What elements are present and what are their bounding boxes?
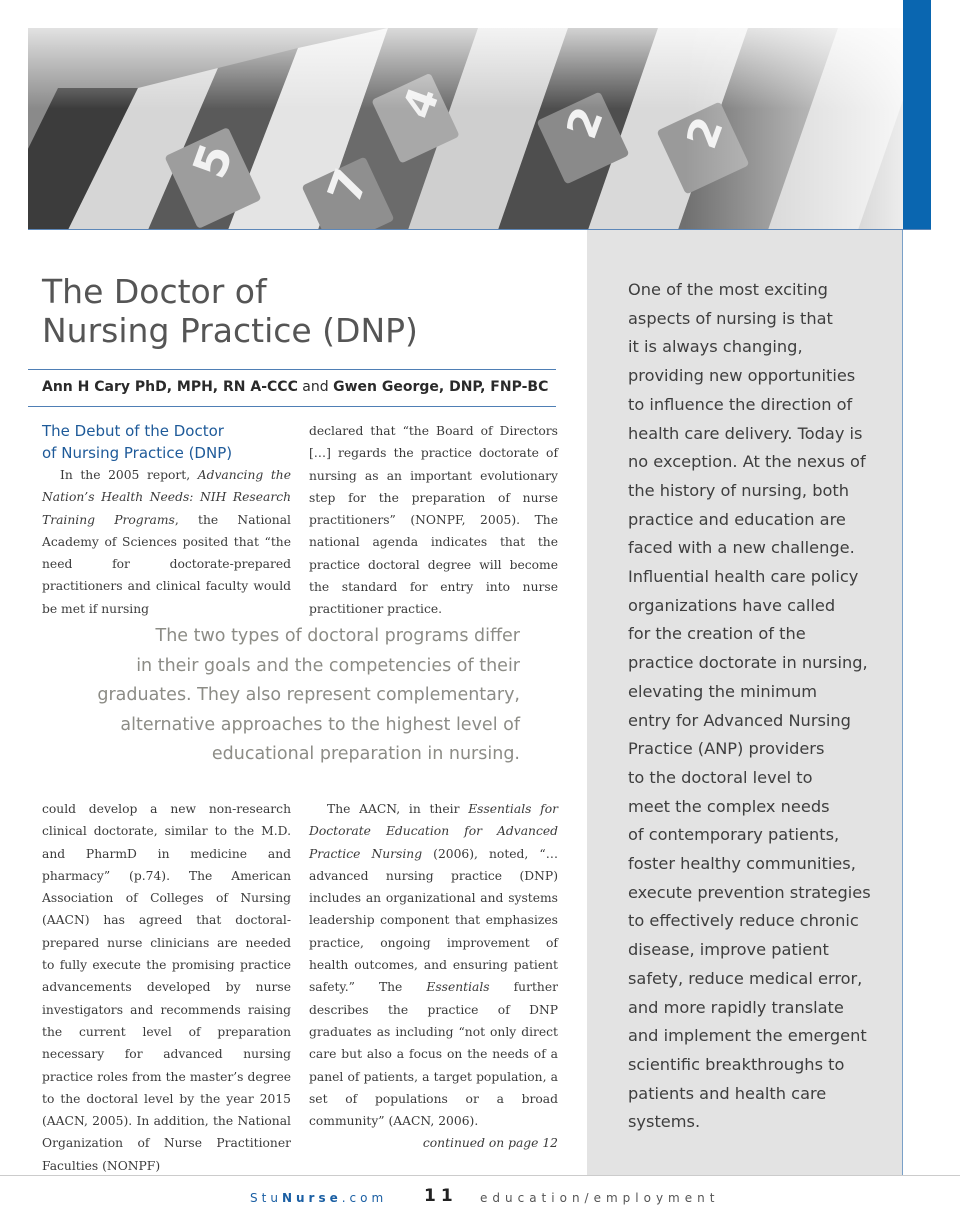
sidebar-line: aspects of nursing is that [628,308,833,328]
subheading-line: of Nursing Practice (DNP) [42,444,233,462]
text-run: (2006), noted, “… advanced nursing practice (DNP) includes an organizational and systems leadership component that emphasizes practice, ongoing improvement of health outcomes, and ensuring patient safety.” The [309,846,558,995]
folder-tabs-illustration [28,28,904,230]
sidebar-line: faced with a new challenge. [628,538,855,558]
hero-image-file-dividers [28,28,904,230]
author-2: Gwen George, DNP, FNP-BC [333,379,549,395]
sidebar-line: of contemporary patients, [628,825,840,845]
section-label: education/employment [480,1191,720,1205]
pull-quote-line: The two types of doctoral programs differ [155,626,520,646]
paragraph: declared that “the Board of Directors […] regards the practice doctorate of nursing as an important evolutionary step for the preparation of nurse practitioners” (NONPF, 2005). The national agenda indicates that the practice doctoral degree will become the standard for entry into nurse practitioner practice. [309,424,558,617]
site-name-part: .com [341,1191,388,1205]
paragraph: could develop a new non-research clinical doctorate, similar to the M.D. and PharmD in medicine and pharmacy” (p.74). The American Association of Colleges of Nursing (AACN) has agreed that doctoral-prepared nurse clinicians are needed to fully execute the promising practice advancements developed by nurse investigators and recommends raising the current level of preparation necessary for advanced nursing practice roles from the master’s degree to the doctoral level by the year 2015 (AACN, 2005). In addition, the National Organization of Nurse Practitioner Faculties (NONPF) [42,802,291,1173]
sidebar-line: and more rapidly translate [628,997,844,1017]
pull-quote-line: in their goals and the competencies of their [136,655,520,676]
site-name[interactable] [250,1191,387,1205]
sidebar-line: systems. [628,1112,701,1132]
report-title: Advancing the Nation’s Health Needs: NIH Research Training Programs [42,468,292,527]
paragraph [309,798,558,1132]
sidebar-line: meet the complex needs [628,796,830,816]
site-name-part: Stu [250,1191,282,1205]
article-title [42,272,562,350]
author-1: Ann H Cary PhD, MPH, RN A-CCC [42,379,298,395]
sidebar-line: to effectively reduce chronic [628,911,859,931]
sidebar-line: execute prevention strategies [628,882,871,902]
body-column-3 [42,798,291,1177]
sidebar-line: practice and education are [628,509,846,529]
sidebar-line: safety, reduce medical error, [628,968,863,988]
sidebar-line: the history of nursing, both [628,480,849,500]
sidebar-line: no exception. At the nexus of [628,452,866,472]
body-column-2 [309,420,558,621]
text-run: The AACN, in their [327,802,469,816]
section-subheading [42,420,291,464]
sidebar-line: entry for Advanced Nursing [628,710,851,730]
sidebar-line: health care delivery. Today is [628,423,863,443]
sidebar-line: providing new opportunities [628,366,856,386]
sidebar-line: Practice (ANP) providers [628,739,825,759]
sidebar-line: foster healthy communities, [628,854,856,874]
sidebar-line: to influence the direction of [628,394,853,414]
body-column-4 [309,798,558,1155]
sidebar-line: One of the most exciting [628,280,828,299]
body-column-1 [42,464,291,620]
pull-quote-line: educational preparation in nursing. [211,744,520,764]
sidebar-line: patients and health care [628,1083,827,1103]
pull-quote [42,622,520,770]
publication-title: Essentials for Doctorate Education for Advanced Practice Nursing [309,802,558,861]
sidebar-divider [902,230,903,1175]
sidebar-line: elevating the minimum [628,681,817,701]
author-divider-top [28,369,556,370]
site-name-part: Nurse [281,1191,342,1205]
publication-short-title: Essentials [426,980,490,995]
title-line: Nursing Practice (DNP) [42,311,418,350]
text-run: In the 2005 report, [60,468,198,482]
footer-divider [0,1175,960,1176]
subheading-line: The Debut of the Doctor [42,422,224,440]
pull-quote-line: graduates. They also represent complementary, [97,685,520,705]
page-footer [0,1186,960,1210]
author-divider-bottom [28,406,556,407]
sidebar-line: to the doctoral level to [628,767,813,787]
sidebar-line: and implement the emergent [628,1026,867,1046]
sidebar-intro-text [628,276,878,1137]
sidebar-line: scientific breakthroughs to [628,1054,845,1074]
text-run: further describes the practice of DNP graduates as including “not only direct care but also a focus on the needs of a panel of patients, a target population, a set of populations or a broad community” (AACN, 2006). [309,980,558,1129]
page-number: 11 [424,1186,458,1206]
continued-link[interactable]: continued on page 12 [422,1136,558,1151]
author-byline [42,378,562,396]
sidebar-line: disease, improve patient [628,940,829,960]
sidebar-line: organizations have called [628,595,836,615]
sidebar-line: Influential health care policy [628,567,859,587]
sidebar-line: for the creation of the [628,624,806,644]
title-line: The Doctor of [42,272,267,311]
sidebar-line: it is always changing, [628,337,803,357]
text-run: , the National Academy of Sciences posited that “the need for doctorate-prepared practitioners and clinical faculty would be met if nursing [42,512,291,616]
paragraph [42,464,291,620]
pull-quote-line: alternative approaches to the highest level of [120,714,520,735]
accent-bar [903,0,931,230]
author-joiner: and [302,379,329,395]
sidebar-line: practice doctorate in nursing, [628,653,868,673]
